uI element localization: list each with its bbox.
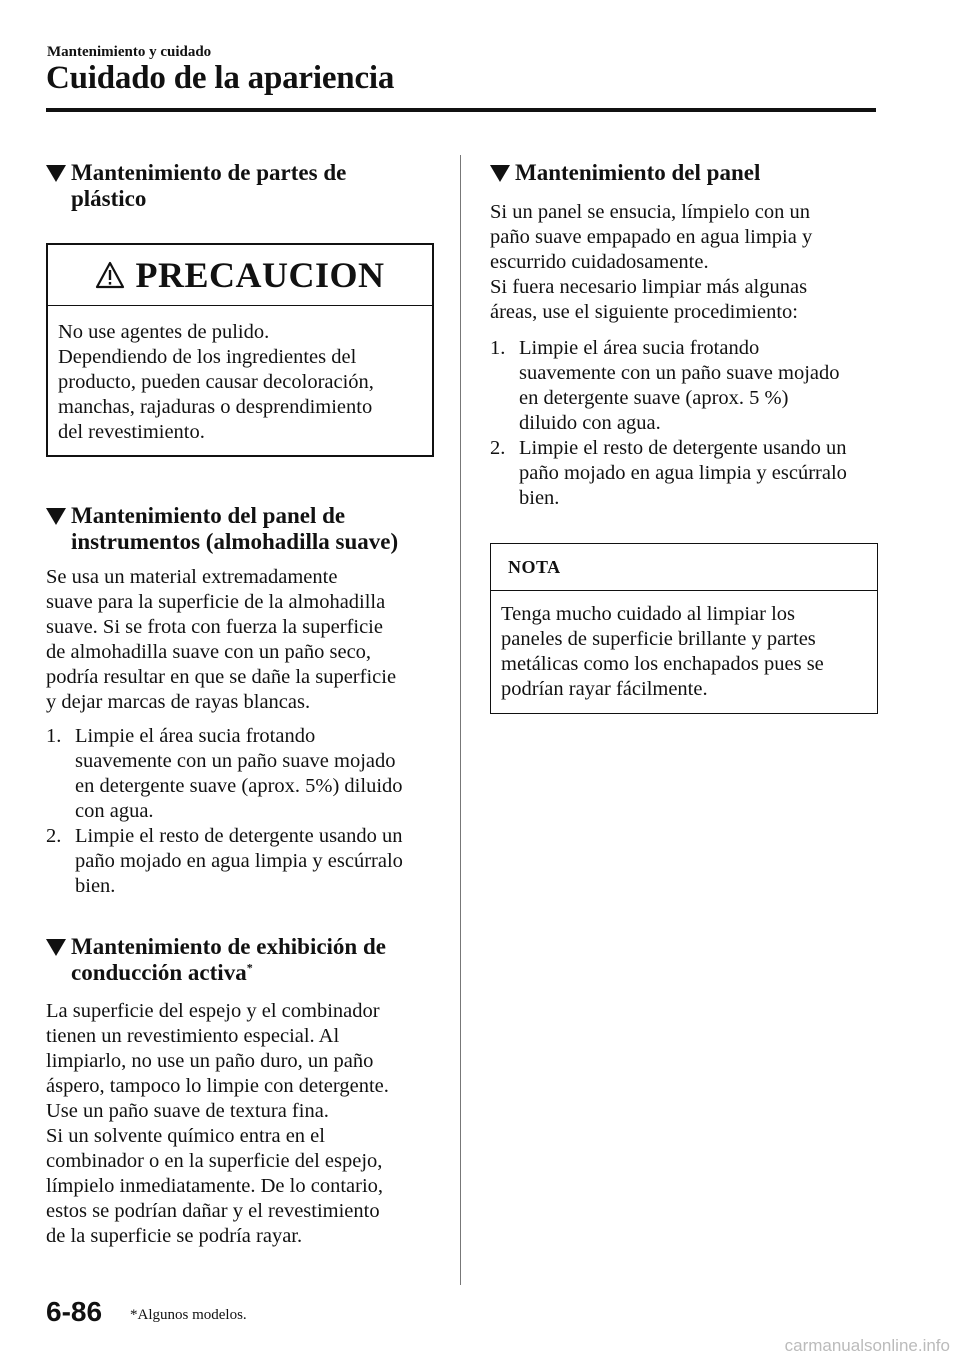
text-line: límpielo inmediatamente. De lo contario,	[46, 1175, 384, 1197]
text-line: tienen un revestimiento especial. Al	[46, 1025, 340, 1047]
step-number: 2.	[490, 437, 506, 459]
text-line: con agua.	[75, 800, 154, 822]
text-line: Limpie el resto de detergente usando un	[519, 437, 847, 459]
heading-plastic-line2: plástico	[71, 186, 147, 211]
page-title: Cuidado de la apariencia	[46, 60, 395, 96]
text-line: paño suave empapado en agua limpia y	[490, 226, 813, 248]
heading-soft-pad	[46, 503, 434, 555]
text-line: bien.	[519, 487, 560, 509]
text-line: paño mojado en agua limpia y escúrralo	[75, 850, 403, 872]
text-line: Si un solvente químico entra en el	[46, 1125, 325, 1147]
caution-line: del revestimiento.	[58, 421, 205, 443]
list-item	[46, 724, 434, 824]
active-display-paragraph	[46, 999, 434, 1249]
text-line: Si fuera necesario limpiar más algunas	[490, 276, 808, 298]
left-column	[46, 160, 434, 1249]
text-line: combinador o en la superficie del espejo,	[46, 1150, 383, 1172]
heading-soft-pad-line2: instrumentos (almohadilla suave)	[71, 529, 399, 554]
text-line: áspero, tampoco lo limpie con detergente.	[46, 1075, 389, 1097]
header-rule	[46, 108, 876, 112]
text-line: bien.	[75, 875, 116, 897]
note-header	[491, 544, 877, 591]
note-line: Tenga mucho cuidado al limpiar los	[501, 603, 796, 625]
note-line: podrían rayar fácilmente.	[501, 678, 708, 700]
text-line: suave. Si se frota con fuerza la superficie	[46, 616, 383, 638]
soft-pad-steps	[46, 724, 434, 899]
text-line: paño mojado en agua limpia y escúrralo	[519, 462, 847, 484]
heading-plastic	[46, 160, 434, 212]
heading-panel-text: Mantenimiento del panel	[515, 160, 761, 185]
text-line: en detergente suave (aprox. 5%) diluido	[75, 775, 403, 797]
warning-triangle-icon	[95, 261, 125, 289]
list-item	[490, 336, 878, 436]
text-line: podría resultar en que se dañe la superficie	[46, 666, 397, 688]
caution-line: manchas, rajaduras o desprendimiento	[58, 396, 373, 418]
text-line: Use un paño suave de textura fina.	[46, 1100, 329, 1122]
page-number: 6-86	[46, 1296, 103, 1327]
text-line: suavemente con un paño suave mojado	[75, 750, 396, 772]
text-line: escurrido cuidadosamente.	[490, 251, 709, 273]
caution-line: No use agentes de pulido.	[58, 321, 270, 343]
note-line: paneles de superficie brillante y partes	[501, 628, 816, 650]
column-divider	[460, 155, 461, 1285]
soft-pad-paragraph	[46, 565, 434, 715]
heading-plastic-line1: Mantenimiento de partes de	[71, 160, 347, 185]
footnote-asterisk: *	[246, 960, 253, 975]
footnote: *Algunos modelos.	[130, 1307, 247, 1323]
caution-text	[48, 306, 432, 445]
text-line: y dejar marcas de rayas blancas.	[46, 691, 311, 713]
caution-title: PRECAUCION	[135, 255, 385, 295]
step-number: 1.	[490, 337, 506, 359]
text-line: de almohadilla suave con un paño seco,	[46, 641, 372, 663]
text-line: Limpie el resto de detergente usando un	[75, 825, 403, 847]
note-line: metálicas como los enchapados pues se	[501, 653, 824, 675]
text-line: limpiarlo, no use un paño duro, un paño	[46, 1050, 374, 1072]
text-line: suavemente con un paño suave mojado	[519, 362, 840, 384]
right-column	[490, 160, 878, 714]
triangle-bullet-icon	[46, 165, 66, 182]
watermark: carmanualsonline.info	[784, 1336, 950, 1355]
header-section-label: Mantenimiento y cuidado	[47, 44, 212, 60]
caution-header	[48, 245, 432, 306]
panel-paragraph	[490, 200, 878, 325]
heading-active-display	[46, 934, 434, 986]
heading-active-display-line2: conducción activa	[71, 960, 247, 985]
heading-panel	[490, 160, 878, 186]
triangle-bullet-icon	[46, 508, 66, 525]
triangle-bullet-icon	[490, 165, 510, 182]
list-item	[490, 436, 878, 511]
text-line: de la superficie se podría rayar.	[46, 1225, 303, 1247]
text-line: Limpie el área sucia frotando	[519, 337, 760, 359]
step-number: 2.	[46, 825, 62, 847]
panel-steps	[490, 336, 878, 511]
text-line: diluido con agua.	[519, 412, 661, 434]
text-line: estos se podrían dañar y el revestimiento	[46, 1200, 380, 1222]
text-line: suave para la superficie de la almohadilla	[46, 591, 386, 613]
text-line: La superficie del espejo y el combinador	[46, 1000, 380, 1022]
note-box	[490, 543, 878, 714]
heading-soft-pad-line1: Mantenimiento del panel de	[71, 503, 346, 528]
text-line: áreas, use el siguiente procedimiento:	[490, 301, 798, 323]
caution-box	[46, 243, 434, 457]
text-line: Si un panel se ensucia, límpielo con un	[490, 201, 810, 223]
note-text	[491, 591, 877, 702]
triangle-bullet-icon	[46, 939, 66, 956]
text-line: Limpie el área sucia frotando	[75, 725, 316, 747]
caution-line: Dependiendo de los ingredientes del	[58, 346, 357, 368]
heading-active-display-line1: Mantenimiento de exhibición de	[71, 934, 386, 959]
step-number: 1.	[46, 725, 62, 747]
text-line: Se usa un material extremadamente	[46, 566, 338, 588]
text-line: en detergente suave (aprox. 5 %)	[519, 387, 789, 409]
list-item	[46, 824, 434, 899]
note-title: NOTA	[508, 556, 561, 577]
caution-line: producto, pueden causar decoloración,	[58, 371, 374, 393]
